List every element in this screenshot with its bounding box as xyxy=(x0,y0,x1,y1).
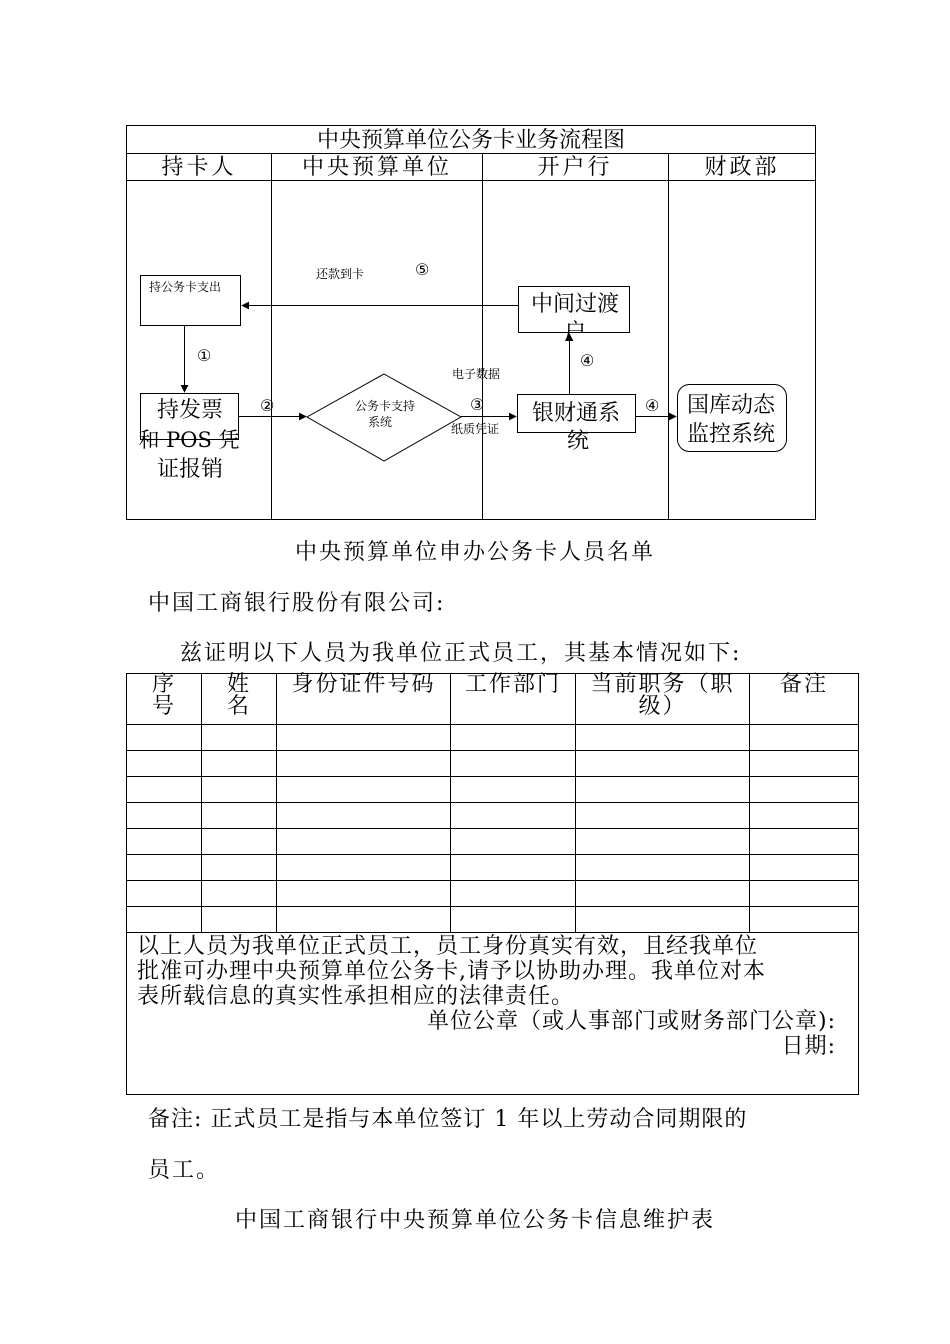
table-row xyxy=(127,907,859,933)
col-header-id-number: 身份证件号码 xyxy=(277,674,451,725)
node-invoice-line: 持发票 xyxy=(156,398,224,423)
lane-header-cardholder: 持卡人 xyxy=(161,155,237,180)
node-support-system-line: 系统 xyxy=(367,415,393,429)
roster-header-row xyxy=(127,674,859,725)
seal-label: 单位公章（或人事部门或财务部门公章): xyxy=(427,1009,836,1034)
electronic-data-label: 电子数据 xyxy=(452,367,501,381)
table-row xyxy=(127,855,859,881)
table-row xyxy=(127,777,859,803)
notice-cell xyxy=(127,933,859,1095)
table-row xyxy=(127,803,859,829)
table-row xyxy=(127,751,859,777)
notice-line: 表所载信息的真实性承担相应的法律责任。 xyxy=(137,984,575,1009)
node-support-system-line: 公务卡支持 xyxy=(354,399,416,413)
addressee: 中国工商银行股份有限公司: xyxy=(148,591,446,616)
col-header-department: 工作部门 xyxy=(451,674,576,725)
step-5-label: ⑤ xyxy=(415,260,430,279)
roster-table xyxy=(126,673,859,1095)
remark-line: 员工。 xyxy=(148,1158,221,1183)
col-header-index: 序 号 xyxy=(127,674,202,725)
table-row xyxy=(127,881,859,907)
node-invoice-line: 和 POS 凭 xyxy=(138,428,240,452)
notice-row xyxy=(127,933,859,1095)
lane-header-finance: 财政部 xyxy=(704,155,780,180)
remark-line: 备注: 正式员工是指与本单位签订 1 年以上劳动合同期限的 xyxy=(148,1107,748,1132)
lane-header-budget-unit: 中央预算单位 xyxy=(301,155,453,180)
col-header-name: 姓 名 xyxy=(202,674,277,725)
table-row xyxy=(127,725,859,751)
step-1-label: ① xyxy=(197,346,212,365)
col-header-position: 当前职务（职 级） xyxy=(576,674,750,725)
step-4-right-label: ④ xyxy=(645,396,660,415)
node-transition-account-line: 户 xyxy=(563,320,587,345)
step-4-label: ④ xyxy=(580,351,595,370)
table-row xyxy=(127,829,859,855)
notice-line: 批准可办理中央预算单位公务卡,请予以协助办理。我单位对本 xyxy=(137,959,766,984)
node-yct-system-line: 统 xyxy=(566,429,590,454)
roster-title: 中央预算单位申办公务卡人员名单 xyxy=(294,540,655,565)
node-yct-system-line: 银财通系 xyxy=(531,401,621,426)
node-treasury-monitor-line: 监控系统 xyxy=(686,422,776,447)
col-header-remarks: 备注 xyxy=(750,674,859,725)
flowchart xyxy=(0,0,950,530)
step-2-label: ② xyxy=(260,396,275,415)
date-label: 日期: xyxy=(781,1034,836,1059)
notice-line: 以上人员为我单位正式员工，员工身份真实有效，且经我单位 xyxy=(137,934,759,959)
node-invoice-line: 证报销 xyxy=(156,457,224,482)
intro-text: 兹证明以下人员为我单位正式员工，其基本情况如下: xyxy=(180,641,742,666)
lane-header-bank: 开户行 xyxy=(537,155,613,180)
node-transition-account-line: 中间过渡 xyxy=(530,292,620,317)
repay-label: 还款到卡 xyxy=(316,267,365,281)
maintenance-table-title: 中国工商银行中央预算单位公务卡信息维护表 xyxy=(234,1208,715,1233)
node-card-spend-label: 持公务卡支出 xyxy=(149,280,222,294)
step-3-label: ③ xyxy=(470,395,485,414)
paper-voucher-label: 纸质凭证 xyxy=(451,422,500,436)
flowchart-title: 中央预算单位公务卡业务流程图 xyxy=(316,128,626,153)
node-treasury-monitor-line: 国库动态 xyxy=(686,393,776,418)
